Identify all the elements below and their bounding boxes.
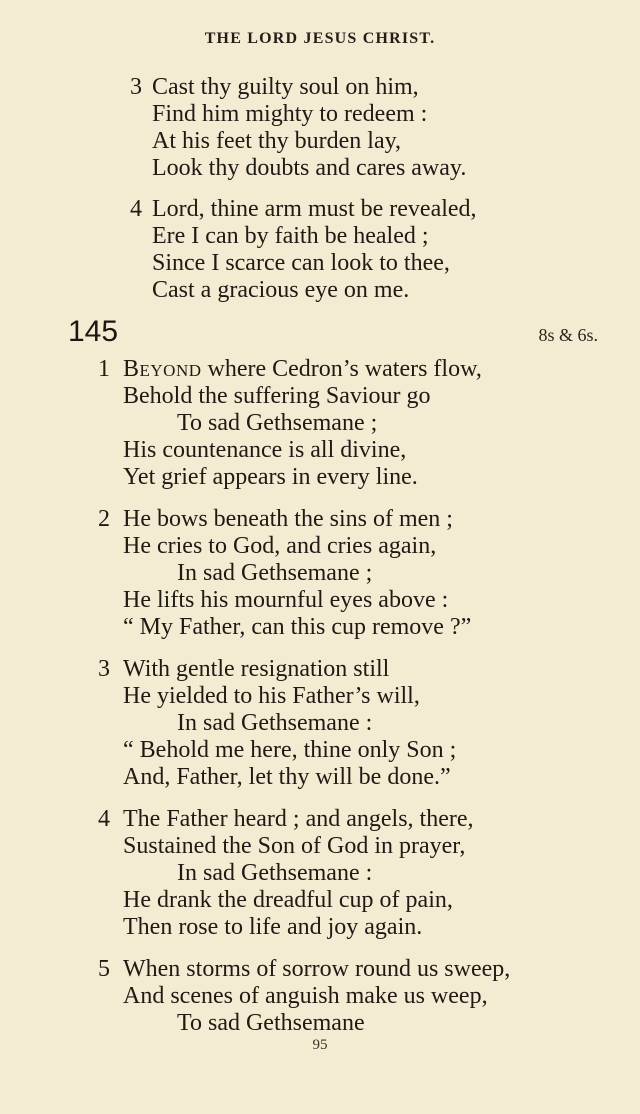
refrain-line: In sad Gethsemane ; [177,560,373,586]
verse-line: Ere I can by faith be healed ; [152,223,429,249]
verse-line-first [123,356,482,383]
verse-line: With gentle resignation still [123,656,390,682]
verse-line: “ Behold me here, thine only Son ; [123,737,457,763]
verse-line: Look thy doubts and cares away. [152,155,467,181]
verse-number: 3 [98,656,110,682]
verse-number: 4 [98,806,110,832]
first-word-small-caps: Beyond [123,356,202,382]
verse-line: Then rose to life and joy again. [123,914,423,940]
verse-line: He cries to God, and cries again, [123,533,437,559]
running-head: THE LORD JESUS CHRIST. [204,30,436,47]
verse-line: He drank the dreadful cup of pain, [123,887,453,913]
verse-number: 1 [98,356,110,382]
verse-line: Find him mighty to redeem : [152,101,428,127]
verse-line: Since I scarce can look to thee, [152,250,450,276]
verse-line: “ My Father, can this cup remove ?” [123,614,472,640]
verse-number: 3 [130,74,142,100]
verse-line: And, Father, let thy will be done.” [123,764,451,790]
hymn-meter: 8s & 6s. [538,325,598,345]
refrain-line: To sad Gethsemane ; [177,410,378,436]
verse-line: He yielded to his Father’s will, [123,683,420,709]
verse-line: Cast thy guilty soul on him, [152,74,419,100]
refrain-line: In sad Gethsemane : [177,710,373,736]
refrain-line: In sad Gethsemane : [177,860,373,886]
first-line-rest: where Cedron’s waters flow, [201,356,482,382]
verse-line: He lifts his mournful eyes above : [123,587,449,613]
verse-line: The Father heard ; and angels, there, [123,806,474,832]
verse-line: Yet grief appears in every line. [123,464,418,490]
verse-line: He bows beneath the sins of men ; [123,506,453,532]
verse-line: At his feet thy burden lay, [152,128,402,154]
verse-line: Behold the suffering Saviour go [123,383,431,409]
verse-number: 5 [98,956,110,982]
verse-line: Lord, thine arm must be revealed, [152,196,477,222]
verse-line: His countenance is all divine, [123,437,407,463]
verse-number: 4 [130,196,142,222]
verse-line: Sustained the Son of God in prayer, [123,833,466,859]
hymn-number: 145 [68,315,119,348]
page-number: 95 [312,1037,328,1053]
verse-line: Cast a gracious eye on me. [152,277,410,303]
verse-number: 2 [98,506,110,532]
verse-line: And scenes of anguish make us weep, [123,983,488,1009]
refrain-line: To sad Gethsemane [177,1010,365,1036]
verse-line: When storms of sorrow round us sweep, [123,956,511,982]
